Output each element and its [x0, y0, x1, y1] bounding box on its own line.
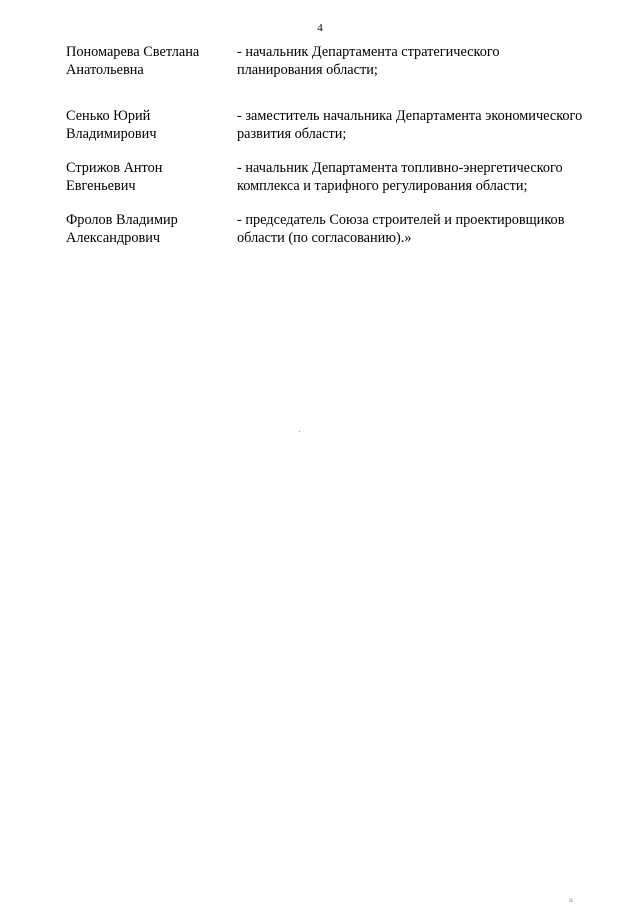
member-entry-frolov [66, 211, 611, 247]
member-name [66, 43, 237, 79]
member-position [237, 211, 611, 247]
member-position-line: области (по согласованию).» [237, 230, 412, 246]
committee-members-list [66, 43, 611, 247]
member-name-line: Сенько Юрий [66, 108, 151, 124]
member-position [237, 43, 611, 79]
member-entry-ponomareva [66, 43, 611, 79]
member-name [66, 159, 237, 195]
member-position-line: - начальник Департамента топливно-энергетического [237, 160, 563, 176]
member-entry-senko [66, 107, 611, 143]
member-position-line: - начальник Департамента стратегического [237, 44, 500, 60]
member-name-line: Владимирович [66, 126, 157, 142]
page-number: 4 [317, 22, 323, 34]
scan-speck [299, 431, 300, 432]
member-position-line: развития области; [237, 126, 347, 142]
member-name-line: Анатольевна [66, 62, 144, 78]
member-name-line: Пономарева Светлана [66, 44, 200, 60]
member-position-line: - заместитель начальника Департамента экономического [237, 108, 583, 124]
member-name-line: Александрович [66, 230, 161, 246]
member-entry-strizhov [66, 159, 611, 195]
member-position-line: планирования области; [237, 62, 378, 78]
member-position [237, 107, 611, 143]
corner-mark: ıı [569, 896, 573, 904]
member-name [66, 211, 237, 247]
member-position [237, 159, 611, 195]
member-name-line: Стрижов Антон [66, 160, 163, 176]
member-name [66, 107, 237, 143]
member-name-line: Евгеньевич [66, 178, 136, 194]
member-name-line: Фролов Владимир [66, 212, 178, 228]
member-position-line: - председатель Союза строителей и проектировщиков [237, 212, 565, 228]
member-position-line: комплекса и тарифного регулирования области; [237, 178, 528, 194]
